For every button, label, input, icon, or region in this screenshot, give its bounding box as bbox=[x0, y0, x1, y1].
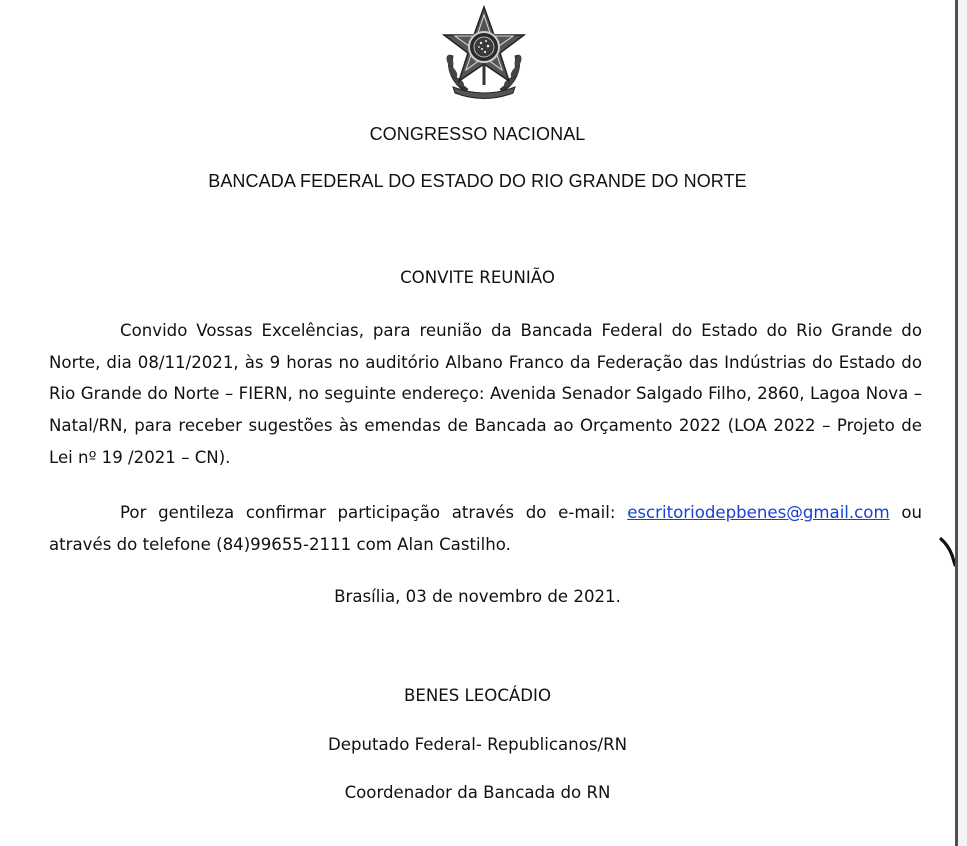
signer-coordinator: Coordenador da Bancada do RN bbox=[344, 783, 611, 802]
signer-name: BENES LEOCÁDIO bbox=[403, 686, 552, 705]
confirmation-text-end: ou através do telefone (84)99655-2111 com Alan Castilho. bbox=[49, 503, 922, 554]
confirmation-text-start: Por gentileza confirmar participação através do e-mail: bbox=[120, 503, 628, 522]
brazil-coat-of-arms-icon bbox=[437, 5, 531, 101]
page-margin bbox=[958, 0, 967, 846]
invitation-title: CONVITE REUNIÃO bbox=[400, 268, 555, 287]
place-and-date: Brasília, 03 de novembro de 2021. bbox=[334, 587, 621, 606]
signer-role: Deputado Federal- Republicanos/RN bbox=[327, 735, 628, 754]
letterhead-institution: CONGRESSO NACIONAL bbox=[369, 124, 586, 144]
email-link[interactable]: escritoriodepbenes@gmail.com bbox=[627, 503, 890, 522]
confirmation-paragraph bbox=[49, 497, 922, 560]
letterhead-department: BANCADA FEDERAL DO ESTADO DO RIO GRANDE DO NORTE bbox=[208, 171, 747, 191]
invitation-paragraph: Convido Vossas Excelências, para reunião da Bancada Federal do Estado do Rio Grande do Norte, dia 08/11/2021, às 9 horas no auditório Albano Franco da Federação das Indústrias do Estado do Rio Grande do Norte – FIERN, no seguinte endereço: Avenida Senador Salgado Filho, 2860, Lagoa Nova – Natal/RN, para receber sugestões às emendas de Bancada ao Orçamento 2022 (LOA 2022 – Projeto de Lei nº 19 /2021 – CN). bbox=[49, 321, 922, 467]
